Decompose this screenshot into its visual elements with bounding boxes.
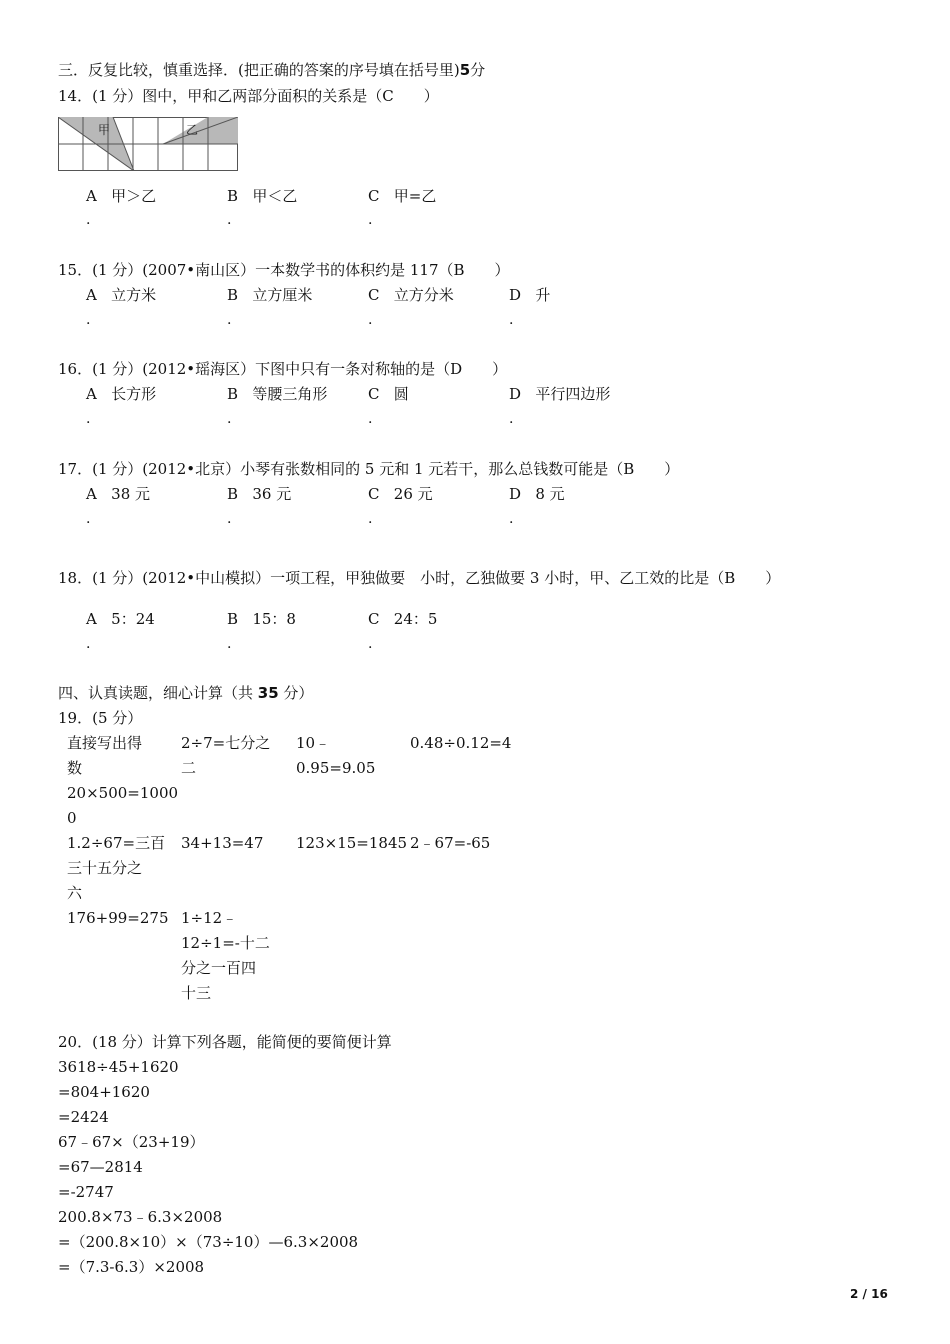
option-text: 长方形 bbox=[111, 385, 157, 403]
q15-option-a[interactable] bbox=[86, 285, 156, 305]
option-letter: D bbox=[509, 485, 522, 503]
q16-stem: 16．(1 分）(2012•瑶海区）下图中只有一条对称轴的是（D ） bbox=[58, 360, 508, 378]
option-dot: . bbox=[368, 212, 373, 228]
q19-cell: 2÷7=七分之 bbox=[181, 734, 271, 752]
option-text: 圆 bbox=[393, 385, 409, 403]
option-dot: . bbox=[86, 312, 91, 328]
option-dot: . bbox=[368, 636, 373, 652]
option-letter: A bbox=[86, 610, 97, 628]
option-letter: C bbox=[368, 187, 380, 205]
option-text: 甲＜乙 bbox=[252, 187, 298, 205]
section-4-title-text: 四、认真读题，细心计算（共 bbox=[58, 684, 258, 702]
option-text: 升 bbox=[535, 286, 551, 304]
option-text: 甲＞乙 bbox=[111, 187, 157, 205]
label-yi: 乙 bbox=[186, 123, 199, 137]
q19-cell: 2﹣67=-65 bbox=[410, 834, 491, 852]
q17-stem: 17．(1 分）(2012•北京）小琴有张数相同的 5 元和 1 元若干，那么总钱数可能是（B ） bbox=[58, 460, 680, 478]
q20-line: 67﹣67×（23+19） bbox=[58, 1133, 205, 1151]
q19-cell: 0.48÷0.12=4 bbox=[410, 734, 512, 752]
q18-option-c[interactable] bbox=[368, 609, 437, 629]
option-dot: . bbox=[368, 511, 373, 527]
q17-option-a[interactable] bbox=[86, 484, 150, 504]
q16-option-d[interactable] bbox=[509, 384, 610, 404]
option-letter: C bbox=[368, 485, 380, 503]
q15-option-d[interactable] bbox=[509, 285, 550, 305]
q14-option-a[interactable] bbox=[86, 186, 156, 206]
option-dot: . bbox=[368, 312, 373, 328]
q19-cell: 176+99=275 bbox=[67, 909, 169, 927]
option-text: 立方分米 bbox=[393, 286, 454, 304]
q20-stem: 20．(18 分）计算下列各题，能简便的要简便计算 bbox=[58, 1033, 392, 1051]
page-number: 2 / 16 bbox=[850, 1287, 888, 1301]
option-letter: B bbox=[227, 187, 239, 205]
q19-cell: 123×15=1845 bbox=[296, 834, 408, 852]
q19-cell: 0.95=9.05 bbox=[296, 759, 376, 777]
option-letter: B bbox=[227, 286, 239, 304]
q15-option-c[interactable] bbox=[368, 285, 454, 305]
option-dot: . bbox=[509, 411, 514, 427]
section-3-score: 5 bbox=[459, 61, 471, 79]
q19-cell: 十三 bbox=[181, 984, 212, 1002]
q19-cell: 三十五分之 bbox=[67, 859, 143, 877]
option-text: 24：5 bbox=[393, 610, 438, 628]
q19-cell: 六 bbox=[67, 884, 83, 902]
q14-figure bbox=[58, 117, 238, 171]
q19-cell: 数 bbox=[67, 759, 83, 777]
section-4-title bbox=[58, 683, 313, 703]
section-3-title bbox=[58, 60, 485, 80]
option-text: 15：8 bbox=[252, 610, 296, 628]
q20-line: 3618÷45+1620 bbox=[58, 1058, 179, 1076]
q20-line: 200.8×73﹣6.3×2008 bbox=[58, 1208, 223, 1226]
option-letter: A bbox=[86, 385, 97, 403]
q19-cell: 10﹣ bbox=[296, 734, 331, 752]
option-letter: B bbox=[227, 610, 239, 628]
option-letter: A bbox=[86, 485, 97, 503]
option-text: 甲=乙 bbox=[393, 187, 437, 205]
q19-cell: 分之一百四 bbox=[181, 959, 257, 977]
q20-line: =2424 bbox=[58, 1108, 109, 1126]
q17-option-b[interactable] bbox=[227, 484, 291, 504]
q17-option-c[interactable] bbox=[368, 484, 433, 504]
option-text: 38 元 bbox=[111, 485, 151, 503]
option-letter: B bbox=[227, 485, 239, 503]
option-letter: D bbox=[509, 385, 522, 403]
option-dot: . bbox=[227, 212, 232, 228]
q19-cell: 1÷12﹣ bbox=[181, 909, 238, 927]
option-dot: . bbox=[86, 411, 91, 427]
q20-line: =804+1620 bbox=[58, 1083, 150, 1101]
section-3-title-text: 三．反复比较，慎重选择．(把正确的答案的序号填在括号里) bbox=[58, 61, 460, 79]
q20-line: =67—2814 bbox=[58, 1158, 143, 1176]
q16-option-b[interactable] bbox=[227, 384, 327, 404]
option-dot: . bbox=[227, 312, 232, 328]
option-dot: . bbox=[86, 212, 91, 228]
option-letter: B bbox=[227, 385, 239, 403]
q17-option-d[interactable] bbox=[509, 484, 565, 504]
q19-stem: 19．(5 分） bbox=[58, 709, 143, 727]
option-text: 立方厘米 bbox=[252, 286, 313, 304]
q18-option-b[interactable] bbox=[227, 609, 296, 629]
option-letter: A bbox=[86, 286, 97, 304]
option-dot: . bbox=[227, 636, 232, 652]
q19-cell: 二 bbox=[181, 759, 197, 777]
option-letter: C bbox=[368, 610, 380, 628]
option-dot: . bbox=[509, 511, 514, 527]
option-letter: D bbox=[509, 286, 522, 304]
q20-line: =-2747 bbox=[58, 1183, 114, 1201]
q14-option-b[interactable] bbox=[227, 186, 297, 206]
option-letter: A bbox=[86, 187, 97, 205]
q18-option-a[interactable] bbox=[86, 609, 155, 629]
q20-line: =（200.8×10）×（73÷10）—6.3×2008 bbox=[58, 1233, 359, 1251]
label-jia: 甲 bbox=[98, 123, 111, 137]
option-text: 8 元 bbox=[535, 485, 565, 503]
option-dot: . bbox=[227, 511, 232, 527]
option-dot: . bbox=[509, 312, 514, 328]
q20-line: =（7.3-6.3）×2008 bbox=[58, 1258, 205, 1276]
option-text: 5：24 bbox=[111, 610, 155, 628]
option-dot: . bbox=[368, 411, 373, 427]
section-4-score: 35 bbox=[257, 684, 279, 702]
q19-cell: 34+13=47 bbox=[181, 834, 264, 852]
q15-option-b[interactable] bbox=[227, 285, 312, 305]
option-text: 36 元 bbox=[252, 485, 292, 503]
option-dot: . bbox=[86, 636, 91, 652]
q19-cell: 12÷1=-十二 bbox=[181, 934, 270, 952]
section-3-title-suffix: 分 bbox=[470, 61, 486, 79]
option-letter: C bbox=[368, 385, 380, 403]
q19-cell: 0 bbox=[67, 809, 77, 827]
q18-stem: 18．(1 分）(2012•中山模拟）一项工程，甲独做要 小时，乙独做要 3 小时，甲、乙工效的比是（B ） bbox=[58, 569, 781, 587]
option-dot: . bbox=[86, 511, 91, 527]
q16-option-a[interactable] bbox=[86, 384, 156, 404]
q19-cell: 20×500=1000 bbox=[67, 784, 179, 802]
q16-option-c[interactable] bbox=[368, 384, 409, 404]
q15-stem: 15．(1 分）(2007•南山区）一本数学书的体积约是 117（B ） bbox=[58, 261, 510, 279]
q14-stem: 14．(1 分）图中，甲和乙两部分面积的关系是（C ） bbox=[58, 87, 439, 105]
q19-cell: 直接写出得 bbox=[67, 734, 143, 752]
option-text: 立方米 bbox=[111, 286, 157, 304]
option-letter: C bbox=[368, 286, 380, 304]
q14-option-c[interactable] bbox=[368, 186, 436, 206]
option-text: 等腰三角形 bbox=[252, 385, 328, 403]
section-4-title-suffix: 分） bbox=[278, 684, 314, 702]
q19-cell: 1.2÷67=三百 bbox=[67, 834, 166, 852]
option-text: 26 元 bbox=[393, 485, 433, 503]
option-text: 平行四边形 bbox=[535, 385, 611, 403]
option-dot: . bbox=[227, 411, 232, 427]
